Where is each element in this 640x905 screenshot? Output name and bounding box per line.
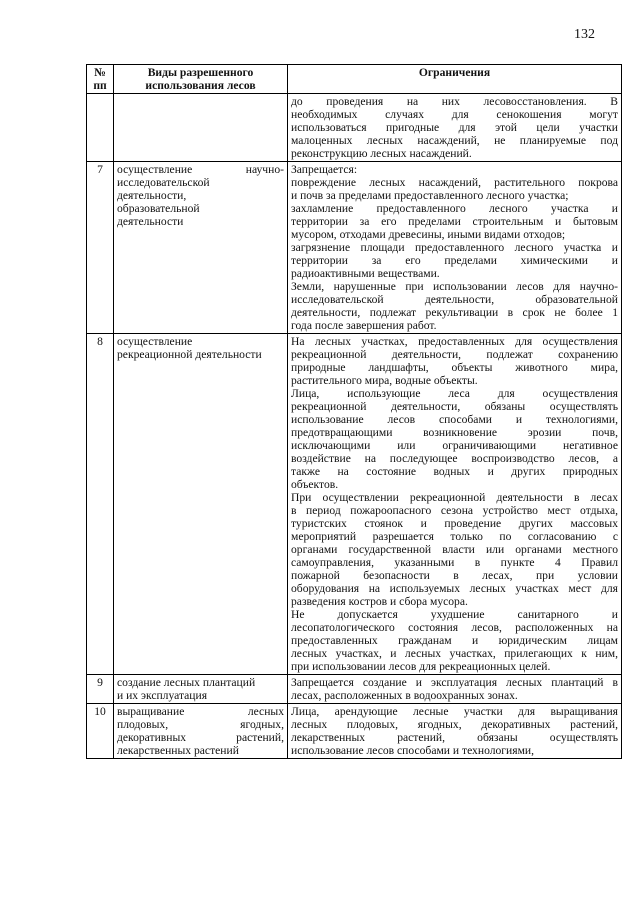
restriction-line: предотвращающими возникновение эрозии почв,: [291, 426, 618, 439]
restriction-line: природные ландшафты, объекты животного мира,: [291, 361, 618, 374]
row-restrictions: [288, 675, 622, 704]
row-use-type: [114, 704, 288, 759]
restriction-line: Запрещается создание и эксплуатация лесных плантаций в: [291, 676, 618, 689]
table-row: [87, 675, 622, 704]
restriction-line: самоуправления, указанными в пункте 4 Правил: [291, 556, 618, 569]
restriction-line: разведения костров и сбора мусора.: [291, 595, 468, 608]
row-number: 8: [87, 334, 114, 675]
row-restrictions: [288, 162, 622, 334]
row-use-type: [114, 675, 288, 704]
restriction-line: лесных плодовых, ягодных, декоративных растений,: [291, 718, 618, 731]
use-type-line: деятельности,: [117, 189, 187, 202]
restriction-line: в период пожароопасного сезона устройство мест отдыха,: [291, 504, 618, 517]
use-type-line: выращивание лесных: [117, 705, 284, 718]
header-number: [87, 65, 114, 94]
restriction-line: Лица, использующие леса для осуществления: [291, 387, 618, 400]
use-type-line: рекреационной деятельности: [117, 348, 262, 361]
restriction-line: при использовании лесов для рекреационных целей.: [291, 660, 551, 673]
restriction-line: малоценных лесных насаждений, не планируемые под: [291, 134, 618, 147]
restriction-line: туристских стоянок и проведение других массовых: [291, 517, 618, 530]
row-number: 9: [87, 675, 114, 704]
row-number: [87, 94, 114, 162]
restriction-line: повреждение лесных насаждений, растительного покрова: [291, 176, 618, 189]
header-number-line: пп: [93, 79, 107, 92]
restriction-line: воздействие на последующее воспроизводство лесов, а: [291, 452, 618, 465]
restriction-line: использоваться пригодные для этой цели участки: [291, 121, 618, 134]
restriction-line: Запрещается:: [291, 163, 358, 176]
row-restrictions: [288, 334, 622, 675]
restrictions-table: [86, 64, 622, 759]
restriction-line: лесах, расположенных в водоохранных зонах.: [291, 689, 518, 702]
row-use-type: [114, 94, 288, 162]
restriction-line: территории за его пределами строительным и бытовым: [291, 215, 618, 228]
restriction-line: лесопатологического состояния лесов, расположенных на: [291, 621, 618, 634]
restriction-line: года после завершения работ.: [291, 319, 437, 332]
restriction-line: исключающими или ограничивающими негативное: [291, 439, 618, 452]
restriction-line: оборудования на используемых лесных участках мест для: [291, 582, 618, 595]
use-type-line: декоративных растений,: [117, 731, 284, 744]
restriction-line: использование лесов способами и технологиями,: [291, 413, 618, 426]
restriction-line: территории за его пределами химическими и: [291, 254, 618, 267]
table-header-row: [87, 65, 622, 94]
header-use-type-line: Виды разрешенного: [147, 66, 254, 79]
table-row: [87, 94, 622, 162]
restriction-line: также на состояние водных и других природных: [291, 465, 618, 478]
restriction-line: растительного мира, водные объекты.: [291, 374, 478, 387]
restriction-line: деятельности, подлежат рекультивации в срок не более 1: [291, 306, 618, 319]
restriction-line: радиоактивными веществами.: [291, 267, 440, 280]
restriction-line: и почв за пределами предоставленного лесного участка;: [291, 189, 569, 202]
use-type-line: образовательной: [117, 202, 200, 215]
header-use-type: [114, 65, 288, 94]
restriction-line: захламление предоставленного лесного участка и: [291, 202, 618, 215]
restriction-line: Лица, арендующие лесные участки для выращивания: [291, 705, 618, 718]
row-use-type: [114, 162, 288, 334]
restriction-line: рекреационной деятельности, подлежат сохранению: [291, 348, 618, 361]
row-restrictions: [288, 94, 622, 162]
restriction-line: предоставленных гражданам и юридическим лицам: [291, 634, 618, 647]
restriction-line: лесных участках, и лесных участках, прилегающих к ним,: [291, 647, 618, 660]
restriction-line: рекреационной деятельности, обязаны осуществлять: [291, 400, 618, 413]
use-type-line: осуществление: [117, 335, 193, 348]
header-use-type-line: использования лесов: [145, 79, 256, 92]
header-restrictions: Ограничения: [288, 65, 622, 94]
use-type-line: создание лесных плантаций: [117, 676, 256, 689]
row-use-type: [114, 334, 288, 675]
restriction-line: Не допускается ухудшение санитарного и: [291, 608, 618, 621]
row-number: 10: [87, 704, 114, 759]
restriction-line: На лесных участках, предоставленных для осуществления: [291, 335, 618, 348]
row-restrictions: [288, 704, 622, 759]
restriction-line: лекарственных растений, обязаны осуществлять: [291, 731, 618, 744]
table-row: [87, 704, 622, 759]
use-type-line: осуществление научно-: [117, 163, 284, 176]
restriction-line: объектов.: [291, 478, 339, 491]
restriction-line: реконструкцию лесных насаждений.: [291, 147, 472, 160]
row-number: 7: [87, 162, 114, 334]
page-number: 132: [574, 27, 595, 42]
restriction-line: исследовательской деятельности, образовательной: [291, 293, 618, 306]
restriction-line: мусором, отходами древесины, иными видами отходов;: [291, 228, 566, 241]
restriction-line: органами государственной власти или органами местного: [291, 543, 618, 556]
use-type-line: лекарственных растений: [117, 744, 239, 757]
restriction-line: пожарной безопасности в лесах, при условии: [291, 569, 618, 582]
restriction-line: Земли, нарушенные при использовании лесов для научно-: [291, 280, 618, 293]
use-type-line: исследовательской: [117, 176, 210, 189]
use-type-line: деятельности: [117, 215, 184, 228]
restriction-line: использование лесов способами и технологиями,: [291, 744, 535, 757]
restriction-line: При осуществлении рекреационной деятельности в лесах: [291, 491, 618, 504]
restriction-line: необходимых случаях для сенокошения могут: [291, 108, 618, 121]
restriction-line: до проведения на них лесовосстановления. В: [291, 95, 618, 108]
restriction-line: загрязнение площади предоставленного лесного участка и: [291, 241, 618, 254]
header-number-line: №: [94, 66, 106, 79]
use-type-line: плодовых, ягодных,: [117, 718, 284, 731]
use-type-line: и их эксплуатация: [117, 689, 208, 702]
table-row: [87, 162, 622, 334]
table-row: [87, 334, 622, 675]
restriction-line: мероприятий разрешается только по согласованию с: [291, 530, 618, 543]
